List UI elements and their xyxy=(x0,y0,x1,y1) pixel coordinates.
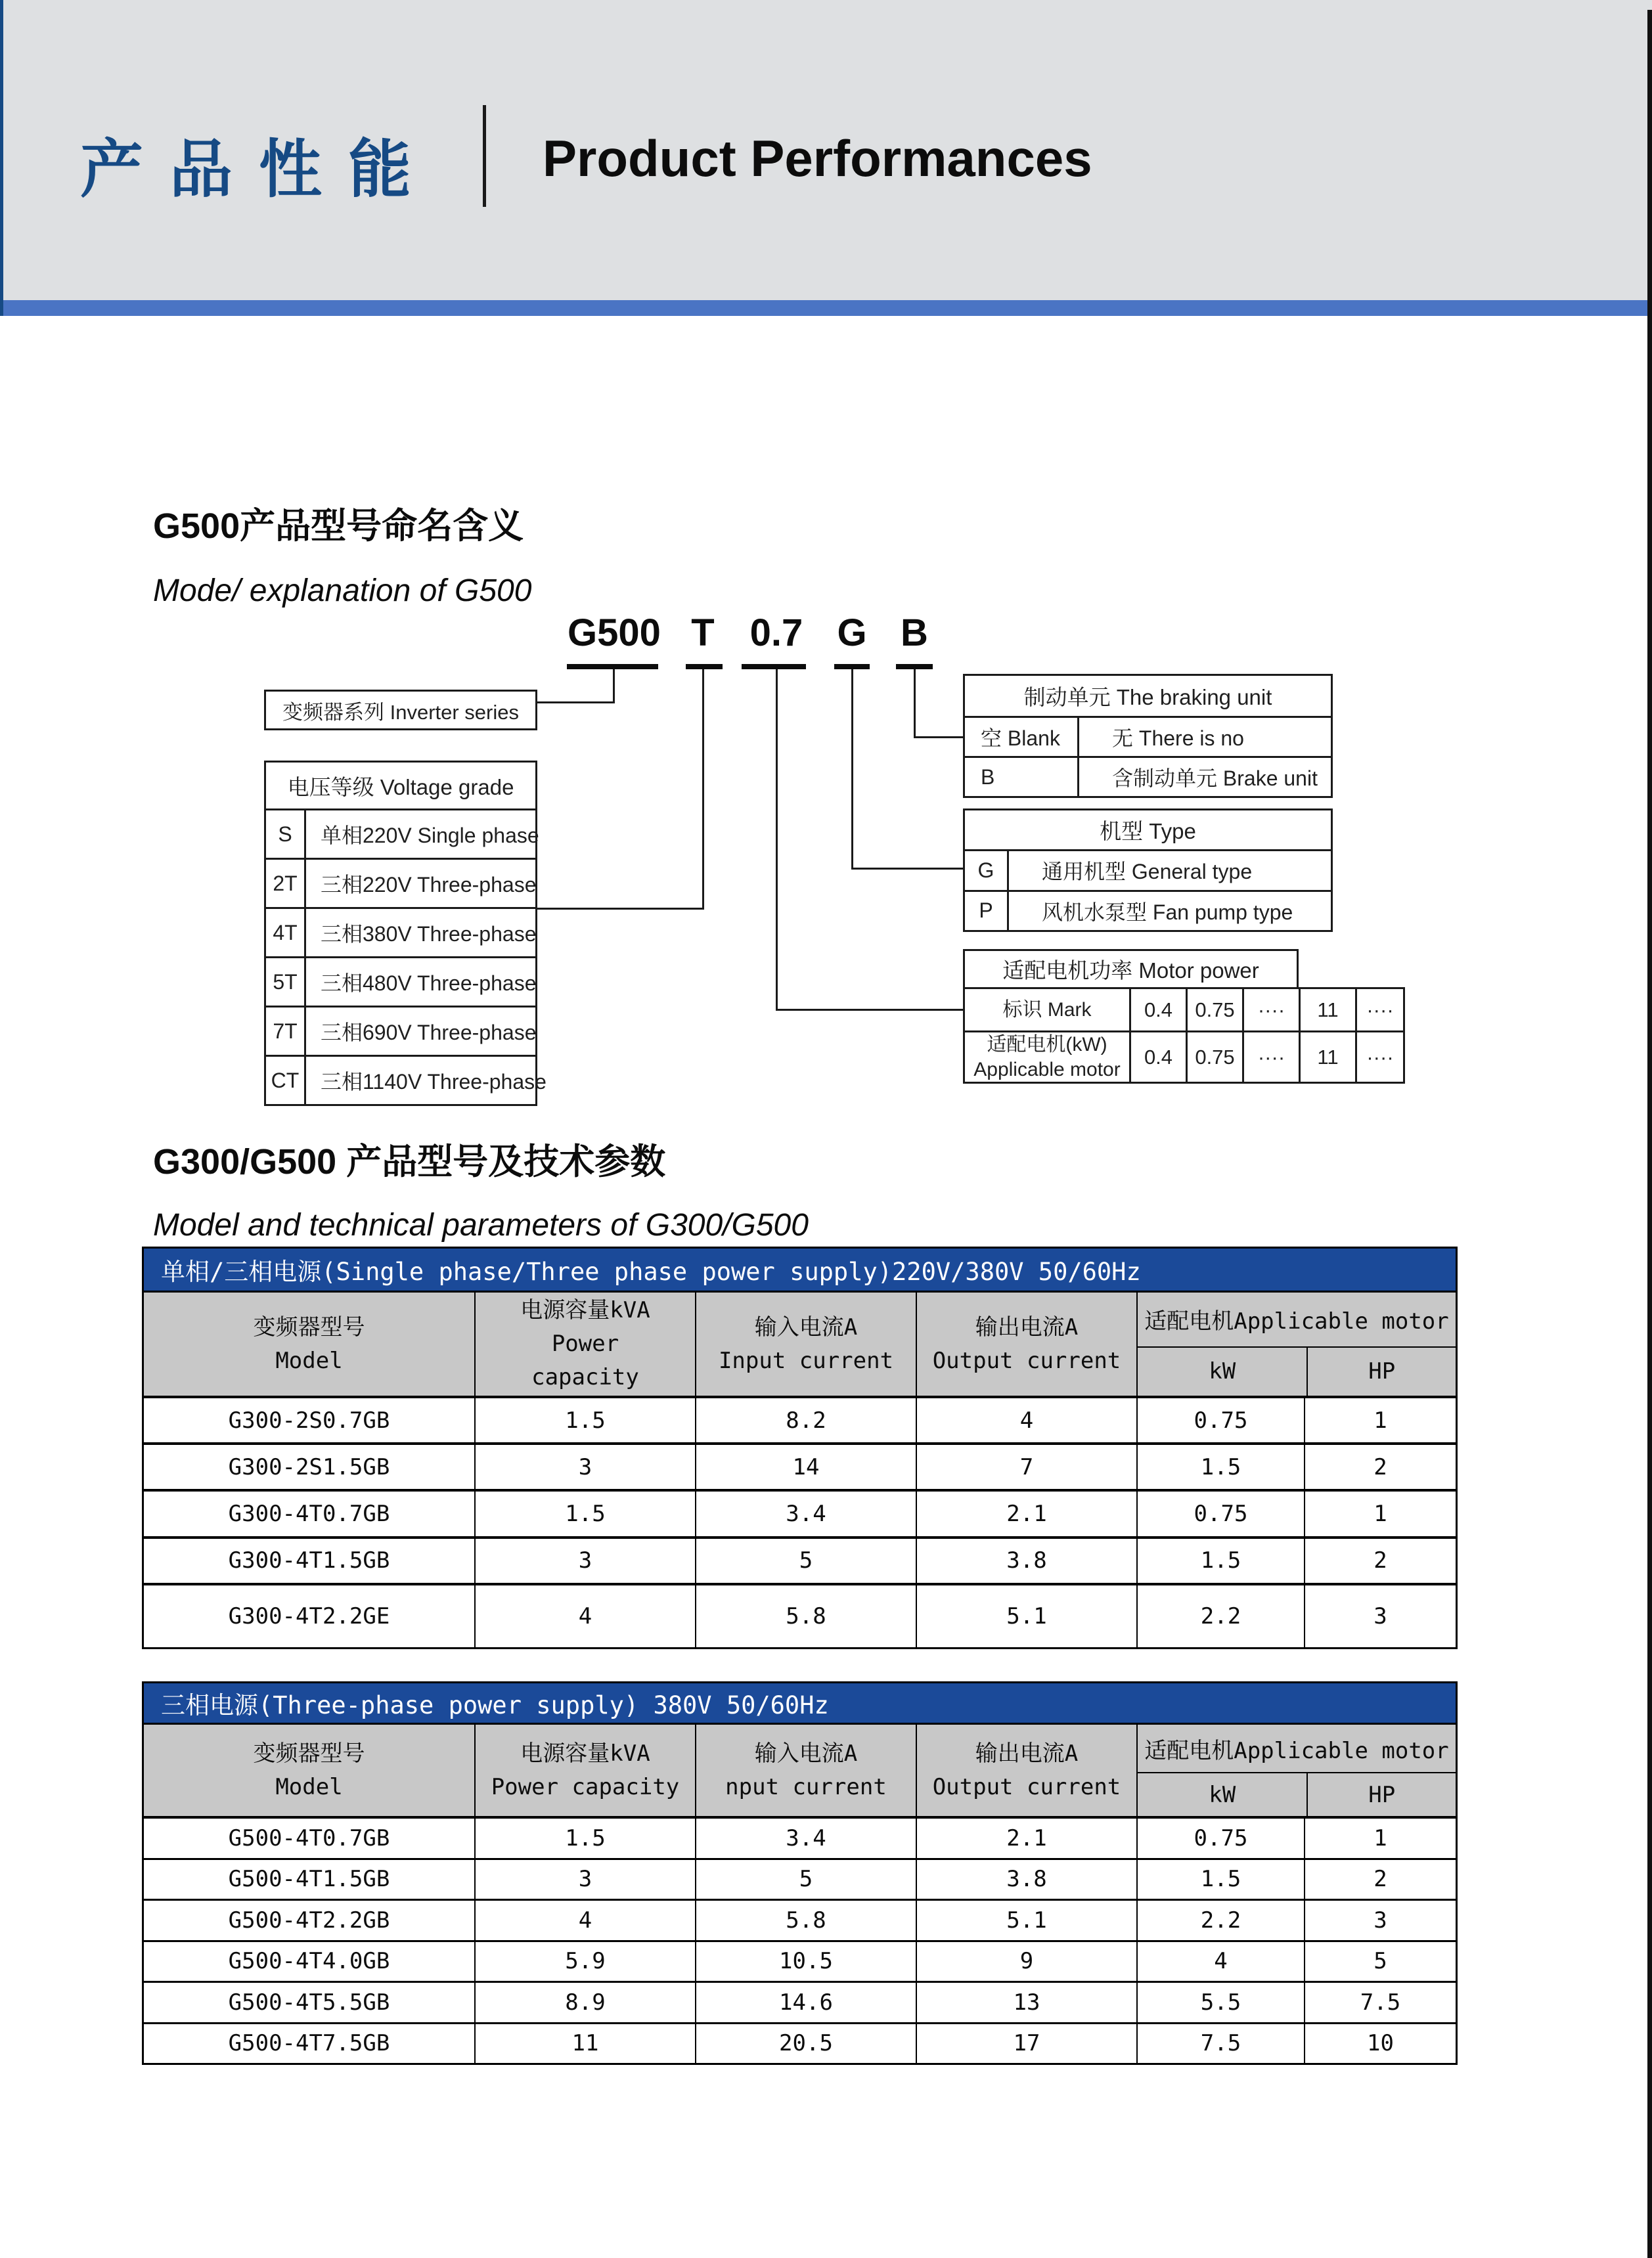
model-code-series: G500 xyxy=(568,611,661,654)
connector-power-vertical xyxy=(776,669,778,1011)
header-output-line: 输出电流A xyxy=(975,1740,1079,1767)
header-output-line: Output current xyxy=(932,1773,1121,1800)
machine-type-header: 机型 Type xyxy=(965,810,1331,851)
model-code-power: 0.7 xyxy=(749,611,803,654)
cell-model: G300-4T0.7GB xyxy=(144,1492,476,1536)
connector-type-vertical xyxy=(851,669,853,870)
braking-desc: 含制动单元 Brake unit xyxy=(1112,766,1318,790)
table-row xyxy=(144,1940,1456,1981)
cell-model: G500-4T5.5GB xyxy=(144,1983,476,2022)
voltage-desc: 三相480V Three-phase xyxy=(321,971,537,995)
cell-output: 9 xyxy=(917,1942,1138,1981)
motor-mark-value: ···· xyxy=(1366,998,1394,1021)
header-model-en: Model xyxy=(275,1773,343,1800)
cell-capacity: 3 xyxy=(476,1539,696,1583)
braking-desc: 无 There is no xyxy=(1112,726,1244,750)
cell-hp: 5 xyxy=(1373,1948,1387,1975)
underline-voltage xyxy=(686,664,723,669)
cell-input: 10.5 xyxy=(696,1942,917,1981)
cell-input: 5.8 xyxy=(696,1901,917,1940)
cell-kw: 0.75 xyxy=(1138,1398,1305,1442)
connector-series-horizontal xyxy=(537,701,615,703)
voltage-code: CT xyxy=(266,1057,306,1104)
cell-model: G300-4T2.2GE xyxy=(144,1585,476,1647)
braking-code: 空 Blank xyxy=(965,718,1079,756)
cell-capacity: 5.9 xyxy=(476,1942,696,1981)
motor-mark-label: 标识 Mark xyxy=(965,989,1131,1030)
cell-model: G500-4T7.5GB xyxy=(144,2024,476,2064)
header-hp: HP xyxy=(1368,1358,1396,1385)
voltage-row xyxy=(266,1055,547,1104)
header-capacity-line: Power capacity xyxy=(491,1773,680,1800)
table-row xyxy=(144,1899,1456,1940)
cell-capacity: 4 xyxy=(476,1901,696,1940)
voltage-desc: 三相220V Three-phase xyxy=(321,873,537,897)
header-model-zh: 变频器型号 xyxy=(253,1314,365,1340)
connector-series-vertical xyxy=(613,669,615,701)
header-output-line: 输出电流A xyxy=(975,1314,1079,1340)
cell-input: 8.2 xyxy=(696,1398,917,1442)
underline-type xyxy=(834,664,870,669)
cell-hp: 2 xyxy=(1373,1547,1387,1574)
cell-input: 14 xyxy=(696,1445,917,1489)
connector-voltage-horizontal xyxy=(537,908,704,910)
type-code: G xyxy=(965,851,1009,890)
type-row xyxy=(965,890,1331,931)
header-output-line: Output current xyxy=(932,1347,1121,1374)
title-divider-line xyxy=(483,105,486,207)
motor-applicable-label-line1: 适配电机(kW) xyxy=(987,1034,1107,1055)
cell-model: G500-4T1.5GB xyxy=(144,1860,476,1899)
cell-capacity: 3 xyxy=(476,1445,696,1489)
cell-model: G500-4T4.0GB xyxy=(144,1942,476,1981)
masthead-accent-bar xyxy=(0,300,1652,316)
header-motor-span: 适配电机Applicable motor xyxy=(1138,1293,1456,1348)
table-row xyxy=(144,1398,1456,1442)
type-code: P xyxy=(965,892,1009,931)
section1-title-english: Mode/ explanation of G500 xyxy=(153,573,532,608)
cell-hp: 3 xyxy=(1373,1907,1387,1934)
type-row xyxy=(965,851,1331,890)
table1-header-input xyxy=(696,1293,917,1396)
underline-power xyxy=(742,664,806,669)
connector-brake-vertical xyxy=(914,669,916,738)
header-input-line: Input current xyxy=(718,1347,894,1374)
motor-power-table xyxy=(963,987,1405,1084)
voltage-row xyxy=(266,956,535,1006)
table2-header-model xyxy=(144,1725,476,1816)
connector-voltage-vertical xyxy=(702,669,704,910)
section2-title-chinese: G300/G500 产品型号及技术参数 xyxy=(153,1142,666,1182)
braking-row xyxy=(965,718,1331,756)
header-motor-span: 适配电机Applicable motor xyxy=(1138,1725,1456,1773)
cell-output: 2.1 xyxy=(917,1819,1138,1858)
braking-code: B xyxy=(965,758,1079,796)
underline-series xyxy=(567,664,658,669)
table-row xyxy=(144,2022,1456,2064)
parameter-table-three-phase xyxy=(142,1681,1458,2065)
table2-header-capacity xyxy=(476,1725,696,1816)
table2-header-input xyxy=(696,1725,917,1816)
cell-input: 14.6 xyxy=(696,1983,917,2022)
cell-kw: 2.2 xyxy=(1138,1585,1305,1647)
cell-capacity: 1.5 xyxy=(476,1398,696,1442)
cell-capacity: 8.9 xyxy=(476,1983,696,2022)
motor-mark-value: ···· xyxy=(1244,989,1301,1030)
model-code-voltage: T xyxy=(691,611,715,654)
header-capacity-line: 电源容量kVA xyxy=(520,1297,650,1323)
connector-brake-horizontal xyxy=(914,736,965,738)
cell-output: 3.8 xyxy=(917,1539,1138,1583)
header-hp: HP xyxy=(1368,1781,1396,1808)
cell-model: G500-4T0.7GB xyxy=(144,1819,476,1858)
parameter-table-single-three-phase xyxy=(142,1247,1458,1649)
model-code-brake: B xyxy=(901,611,928,654)
motor-applicable-value: 11 xyxy=(1301,1032,1357,1082)
machine-type-table xyxy=(963,808,1333,932)
header-kw: kW xyxy=(1138,1348,1308,1396)
voltage-row xyxy=(266,858,535,907)
cell-model: G300-2S1.5GB xyxy=(144,1445,476,1489)
header-capacity-line: 电源容量kVA xyxy=(520,1740,650,1767)
voltage-code: 7T xyxy=(266,1007,306,1055)
cell-output: 5.1 xyxy=(917,1901,1138,1940)
connector-power-horizontal xyxy=(776,1009,965,1011)
motor-applicable-value: ···· xyxy=(1244,1032,1301,1082)
underline-brake xyxy=(896,664,933,669)
voltage-row xyxy=(266,810,539,858)
cell-hp: 1 xyxy=(1373,1501,1387,1528)
cell-output: 2.1 xyxy=(917,1492,1138,1536)
voltage-desc: 三相690V Three-phase xyxy=(321,1021,537,1044)
table2-banner: 三相电源(Three-phase power supply) 380V 50/60Hz xyxy=(144,1683,1456,1725)
inverter-series-label: 变频器系列 Inverter series xyxy=(282,700,519,724)
table1-header-model xyxy=(144,1293,476,1396)
voltage-row xyxy=(266,907,535,956)
motor-applicable-value: ···· xyxy=(1366,1045,1394,1069)
motor-applicable-row xyxy=(965,1030,1403,1082)
cell-input: 20.5 xyxy=(696,2024,917,2064)
cell-kw: 0.75 xyxy=(1138,1819,1305,1858)
voltage-grade-header: 电压等级 Voltage grade xyxy=(266,763,535,810)
cell-model: G500-4T2.2GB xyxy=(144,1901,476,1940)
motor-applicable-label xyxy=(965,1032,1131,1082)
table2-header-output xyxy=(917,1725,1138,1816)
page-title-chinese: 产品性能 xyxy=(80,135,437,205)
table-row xyxy=(144,1981,1456,2022)
motor-mark-row xyxy=(965,989,1403,1030)
braking-unit-table xyxy=(963,674,1333,798)
cell-hp: 1 xyxy=(1373,1825,1387,1851)
cell-kw: 7.5 xyxy=(1138,2024,1305,2064)
cell-model: G300-2S0.7GB xyxy=(144,1398,476,1442)
header-model-zh: 变频器型号 xyxy=(253,1740,365,1767)
header-model-en: Model xyxy=(275,1347,343,1374)
table2-header-row xyxy=(144,1725,1456,1819)
table2-header-motor xyxy=(1138,1725,1456,1816)
voltage-desc: 三相380V Three-phase xyxy=(321,922,537,946)
cell-output: 3.8 xyxy=(917,1860,1138,1899)
table-row xyxy=(144,1489,1456,1536)
table-row xyxy=(144,1819,1456,1858)
type-desc: 风机水泵型 Fan pump type xyxy=(1042,900,1293,924)
voltage-desc: 单相220V Single phase xyxy=(321,824,539,847)
section2-title-english: Model and technical parameters of G300/G500 xyxy=(153,1208,809,1243)
cell-capacity: 1.5 xyxy=(476,1492,696,1536)
cell-hp: 1 xyxy=(1373,1407,1387,1434)
cell-hp: 2 xyxy=(1373,1866,1387,1893)
motor-mark-value: 0.4 xyxy=(1131,989,1188,1030)
inverter-series-box xyxy=(264,690,537,730)
motor-applicable-value: 0.4 xyxy=(1131,1032,1188,1082)
table1-header-row xyxy=(144,1293,1456,1398)
model-code-type: G xyxy=(837,611,867,654)
cell-kw: 1.5 xyxy=(1138,1860,1305,1899)
voltage-code: 4T xyxy=(266,909,306,956)
cell-input: 3.4 xyxy=(696,1819,917,1858)
cell-kw: 4 xyxy=(1138,1942,1305,1981)
voltage-code: 2T xyxy=(266,860,306,907)
cell-input: 5 xyxy=(696,1860,917,1899)
cell-capacity: 4 xyxy=(476,1585,696,1647)
cell-kw: 1.5 xyxy=(1138,1445,1305,1489)
voltage-code: 5T xyxy=(266,958,306,1006)
table1-banner: 单相/三相电源(Single phase/Three phase power supply)220V/380V 50/60Hz xyxy=(144,1249,1456,1293)
table1-header-motor xyxy=(1138,1293,1456,1396)
voltage-row xyxy=(266,1006,535,1055)
motor-power-header-box xyxy=(963,949,1299,989)
header-capacity-line: Power xyxy=(551,1331,619,1357)
header-input-line: nput current xyxy=(725,1773,887,1800)
braking-unit-header: 制动单元 The braking unit xyxy=(965,676,1331,718)
motor-mark-value: 0.75 xyxy=(1188,989,1244,1030)
section1-title-chinese: G500产品型号命名含义 xyxy=(153,506,524,546)
table-row xyxy=(144,1858,1456,1899)
table1-header-output xyxy=(917,1293,1138,1396)
cell-kw: 0.75 xyxy=(1138,1492,1305,1536)
page-left-edge-strip xyxy=(0,0,3,316)
page-right-edge-strip xyxy=(1647,10,1652,2258)
motor-applicable-label-line2: Applicable motor xyxy=(973,1058,1121,1080)
voltage-grade-table xyxy=(264,761,547,1106)
table-row xyxy=(144,1583,1456,1647)
cell-hp: 7.5 xyxy=(1360,1989,1401,2016)
voltage-code: S xyxy=(266,810,306,858)
header-kw: kW xyxy=(1138,1773,1308,1816)
cell-capacity: 1.5 xyxy=(476,1819,696,1858)
motor-mark-value: 11 xyxy=(1301,989,1357,1030)
cell-hp: 3 xyxy=(1373,1603,1387,1629)
cell-output: 13 xyxy=(917,1983,1138,2022)
cell-hp: 2 xyxy=(1373,1453,1387,1480)
voltage-desc: 三相1140V Three-phase xyxy=(321,1070,547,1094)
cell-model: G300-4T1.5GB xyxy=(144,1539,476,1583)
motor-power-header: 适配电机功率 Motor power xyxy=(1002,958,1259,983)
cell-kw: 1.5 xyxy=(1138,1539,1305,1583)
braking-row xyxy=(965,756,1331,796)
cell-capacity: 3 xyxy=(476,1860,696,1899)
cell-output: 7 xyxy=(917,1445,1138,1489)
cell-input: 3.4 xyxy=(696,1492,917,1536)
header-capacity-line: capacity xyxy=(531,1364,639,1390)
table-row xyxy=(144,1536,1456,1583)
cell-input: 5.8 xyxy=(696,1585,917,1647)
cell-output: 4 xyxy=(917,1398,1138,1442)
connector-type-horizontal xyxy=(851,868,965,870)
cell-output: 5.1 xyxy=(917,1585,1138,1647)
cell-input: 5 xyxy=(696,1539,917,1583)
cell-output: 17 xyxy=(917,2024,1138,2064)
cell-kw: 5.5 xyxy=(1138,1983,1305,2022)
table1-header-capacity xyxy=(476,1293,696,1396)
type-desc: 通用机型 General type xyxy=(1042,860,1253,884)
header-input-line: 输入电流A xyxy=(754,1314,858,1340)
motor-applicable-value: 0.75 xyxy=(1188,1032,1244,1082)
cell-hp: 10 xyxy=(1367,2030,1394,2057)
cell-kw: 2.2 xyxy=(1138,1901,1305,1940)
table-row xyxy=(144,1442,1456,1489)
cell-capacity: 11 xyxy=(476,2024,696,2064)
page-title-english: Product Performances xyxy=(543,129,1092,187)
header-input-line: 输入电流A xyxy=(754,1740,858,1767)
